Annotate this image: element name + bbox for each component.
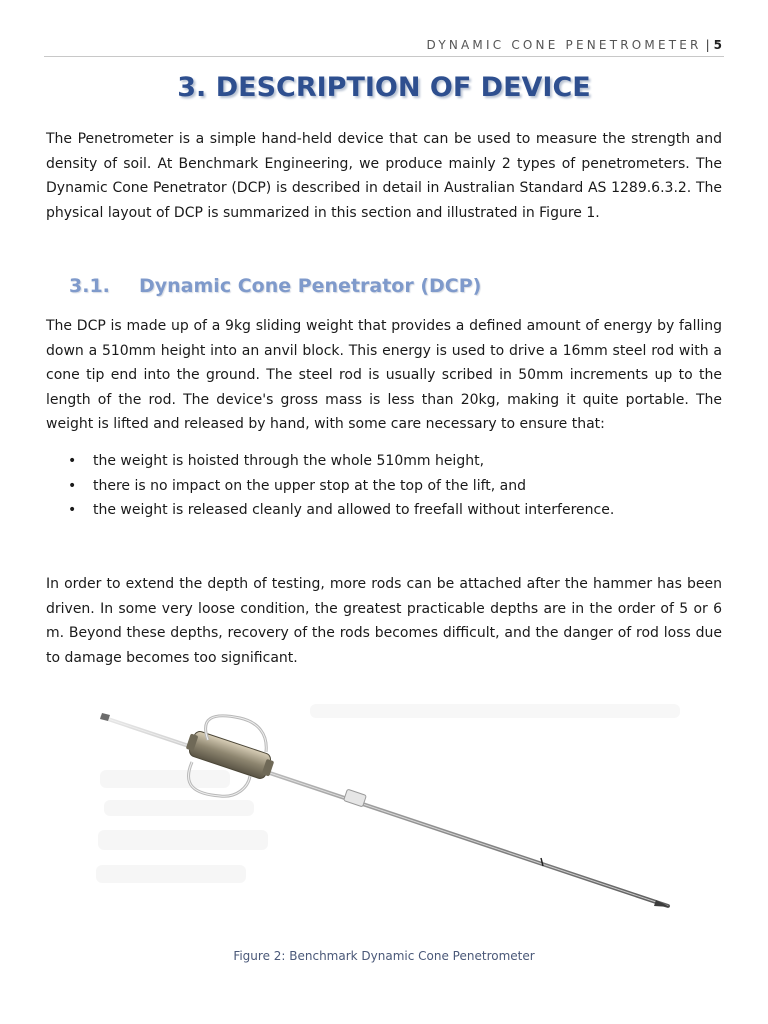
- rod-coupling: [344, 789, 367, 807]
- bullet-icon: •: [68, 502, 77, 519]
- subsection-heading: [69, 275, 481, 297]
- penetrometer-image: [90, 690, 690, 920]
- subsection-number: 3.1.: [69, 275, 110, 297]
- running-header: [427, 38, 722, 52]
- running-title: DYNAMIC CONE PENETROMETER: [426, 38, 702, 52]
- subsection-title: Dynamic Cone Penetrator (DCP): [139, 275, 482, 297]
- section-title: 3. DESCRIPTION OF DEVICE: [177, 72, 591, 103]
- dcp-description-paragraph: The DCP is made up of a 9kg sliding weight that provides a defined amount of energy by falling down a 510mm height into an anvil block. This energy is used to drive a 16mm steel rod with a cone tip end into the ground. The steel rod is usually scribed in 50mm increments up to the length of the rod. The device's gross mass is less than 20kg, making it quite portable. The weight is lifted and released by hand, with some care necessary to ensure that:: [46, 318, 722, 433]
- cone-tip: [654, 900, 670, 907]
- list-item: [46, 498, 706, 523]
- header-divider: [44, 56, 724, 57]
- page-number: 5: [713, 38, 722, 52]
- header-separator: |: [705, 38, 710, 52]
- depth-paragraph: In order to extend the depth of testing, more rods can be attached after the hammer has been driven. In some very loose condition, the greatest practicable depths are in the order of 5 or 6 m. Beyond these depths, recovery of the rods becomes difficult, and the danger of rod loss due to damage becomes too significant.: [46, 576, 722, 666]
- bullet-list: [46, 449, 706, 523]
- list-item-text: there is no impact on the upper stop at the top of the lift, and: [93, 477, 527, 494]
- list-item-text: the weight is hoisted through the whole 510mm height,: [93, 453, 485, 469]
- intro-paragraph: The Penetrometer is a simple hand-held device that can be used to measure the strength and density of soil. At Benchmark Engineering, we produce mainly 2 types of penetrometers. The Dynamic Cone Penetrator (DCP) is described in detail in Australian Standard AS 1289.6.3.2. The physical layout of DCP is summarized in this section and illustrated in Figure 1.: [46, 131, 722, 221]
- list-item: [46, 449, 706, 474]
- list-item: [46, 474, 706, 499]
- bullet-icon: •: [68, 477, 77, 494]
- figure-caption: Figure 2: Benchmark Dynamic Cone Penetrometer: [233, 949, 535, 963]
- bullet-icon: •: [68, 453, 77, 469]
- list-item-text: the weight is released cleanly and allowed to freefall without interference.: [93, 502, 615, 519]
